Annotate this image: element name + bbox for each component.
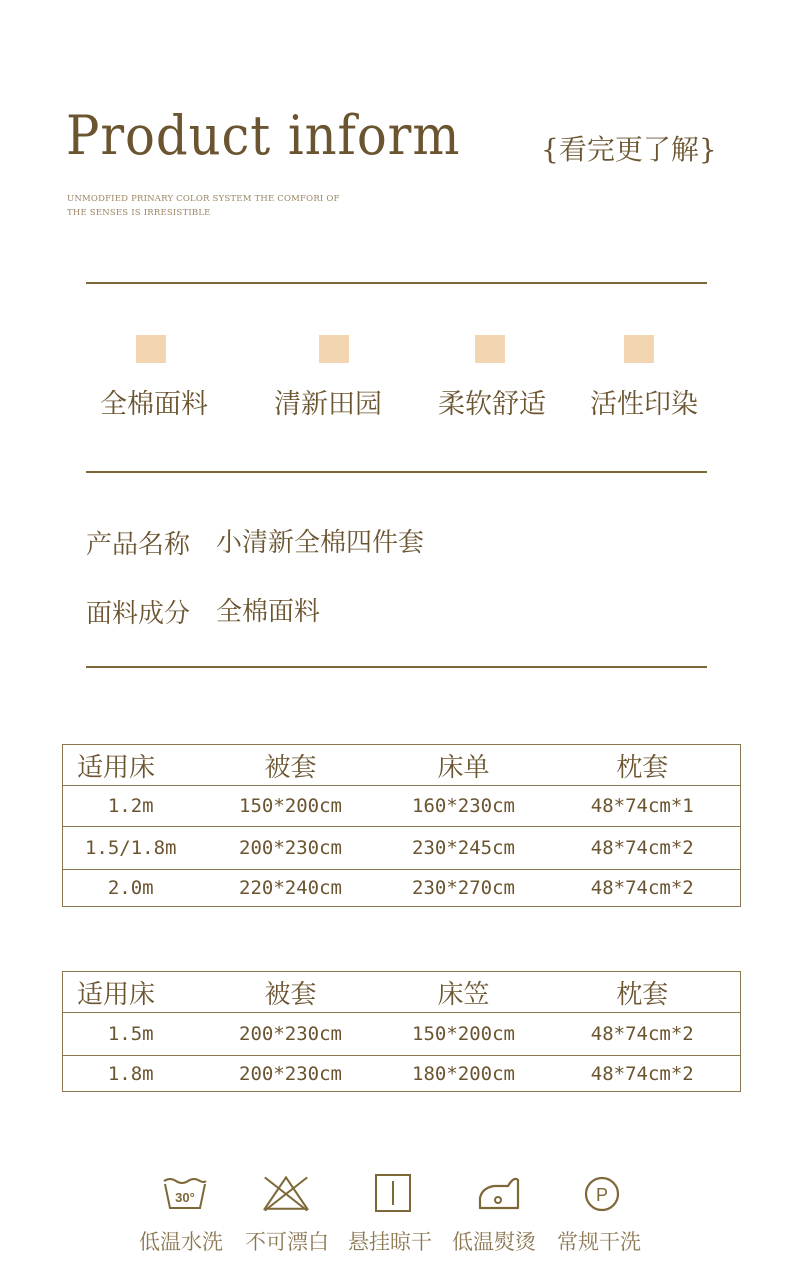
material-label: 面料成分 <box>86 599 191 629</box>
table-cell: 48*74cm*2 <box>545 1056 741 1092</box>
table-row <box>63 1056 741 1092</box>
table-cell: 200*230cm <box>199 1056 383 1092</box>
table-cell: 200*230cm <box>199 1013 383 1056</box>
table-cell: 220*240cm <box>199 870 383 907</box>
table-row <box>63 827 741 870</box>
table-cell: 150*200cm <box>383 1013 545 1056</box>
table-cell: 230*245cm <box>383 827 545 870</box>
feature-label-cotton: 全棉面料 <box>100 389 208 420</box>
feature-label-dye: 活性印染 <box>590 389 698 420</box>
feature-square-icon <box>475 335 505 363</box>
table-header-cell: 床单 <box>383 745 545 786</box>
table-row <box>63 1013 741 1056</box>
care-label-iron: 低温熨烫 <box>452 1230 536 1254</box>
table-header-cell: 枕套 <box>545 745 741 786</box>
tagline-line-2: THE SENSES IS IRRESISTIBLE <box>67 208 211 218</box>
divider-1 <box>86 282 707 284</box>
dry-clean-p-icon <box>578 1172 626 1216</box>
table-cell: 48*74cm*2 <box>545 827 741 870</box>
hang-dry-icon <box>370 1172 418 1216</box>
tagline-line-1: UNMODFIED PRINARY COLOR SYSTEM THE COMFORI OF <box>67 194 340 204</box>
size-table-2 <box>62 971 741 1092</box>
feature-label-soft: 柔软舒适 <box>438 389 546 420</box>
table-header-cell: 适用床 <box>63 745 199 786</box>
size-table-1 <box>62 744 741 907</box>
table-row <box>63 870 741 907</box>
wash-temp-text: 30° <box>175 1190 195 1205</box>
table-header-row <box>63 972 741 1013</box>
table-header-cell: 枕套 <box>545 972 741 1013</box>
product-name-value: 小清新全棉四件套 <box>216 528 425 558</box>
care-label-hang-dry: 悬挂晾干 <box>348 1230 432 1254</box>
dry-clean-letter: P <box>595 1185 609 1205</box>
table-cell: 160*230cm <box>383 786 545 827</box>
material-value: 全棉面料 <box>216 597 321 627</box>
table-header-cell: 被套 <box>199 745 383 786</box>
low-iron-icon <box>474 1172 522 1216</box>
tagline <box>67 192 340 220</box>
table-row <box>63 786 741 827</box>
table-cell: 150*200cm <box>199 786 383 827</box>
table-cell: 2.0m <box>63 870 199 907</box>
care-label-no-bleach: 不可漂白 <box>245 1230 329 1254</box>
table-cell: 1.5m <box>63 1013 199 1056</box>
divider-2 <box>86 471 707 473</box>
table-cell: 180*200cm <box>383 1056 545 1092</box>
table-cell: 230*270cm <box>383 870 545 907</box>
table-cell: 48*74cm*2 <box>545 1013 741 1056</box>
product-name-label: 产品名称 <box>86 530 191 560</box>
table-header-cell: 床笠 <box>383 972 545 1013</box>
subtitle-cn: {看完更了解} <box>541 133 717 166</box>
table-cell: 48*74cm*1 <box>545 786 741 827</box>
feature-square-icon <box>136 335 166 363</box>
table-header-cell: 适用床 <box>63 972 199 1013</box>
wash-30-icon <box>161 1172 209 1216</box>
care-label-wash: 低温水洗 <box>139 1230 223 1254</box>
divider-3 <box>86 666 707 668</box>
feature-label-fresh: 清新田园 <box>274 389 382 420</box>
table-cell: 48*74cm*2 <box>545 870 741 907</box>
table-header-row <box>63 745 741 786</box>
table-cell: 1.5/1.8m <box>63 827 199 870</box>
no-bleach-icon <box>262 1172 310 1216</box>
care-label-dry-clean: 常规干洗 <box>557 1230 641 1254</box>
table-cell: 200*230cm <box>199 827 383 870</box>
table-cell: 1.2m <box>63 786 199 827</box>
table-header-cell: 被套 <box>199 972 383 1013</box>
feature-square-icon <box>319 335 349 363</box>
page-title: Product inform <box>66 104 461 167</box>
table-cell: 1.8m <box>63 1056 199 1092</box>
feature-square-icon <box>624 335 654 363</box>
